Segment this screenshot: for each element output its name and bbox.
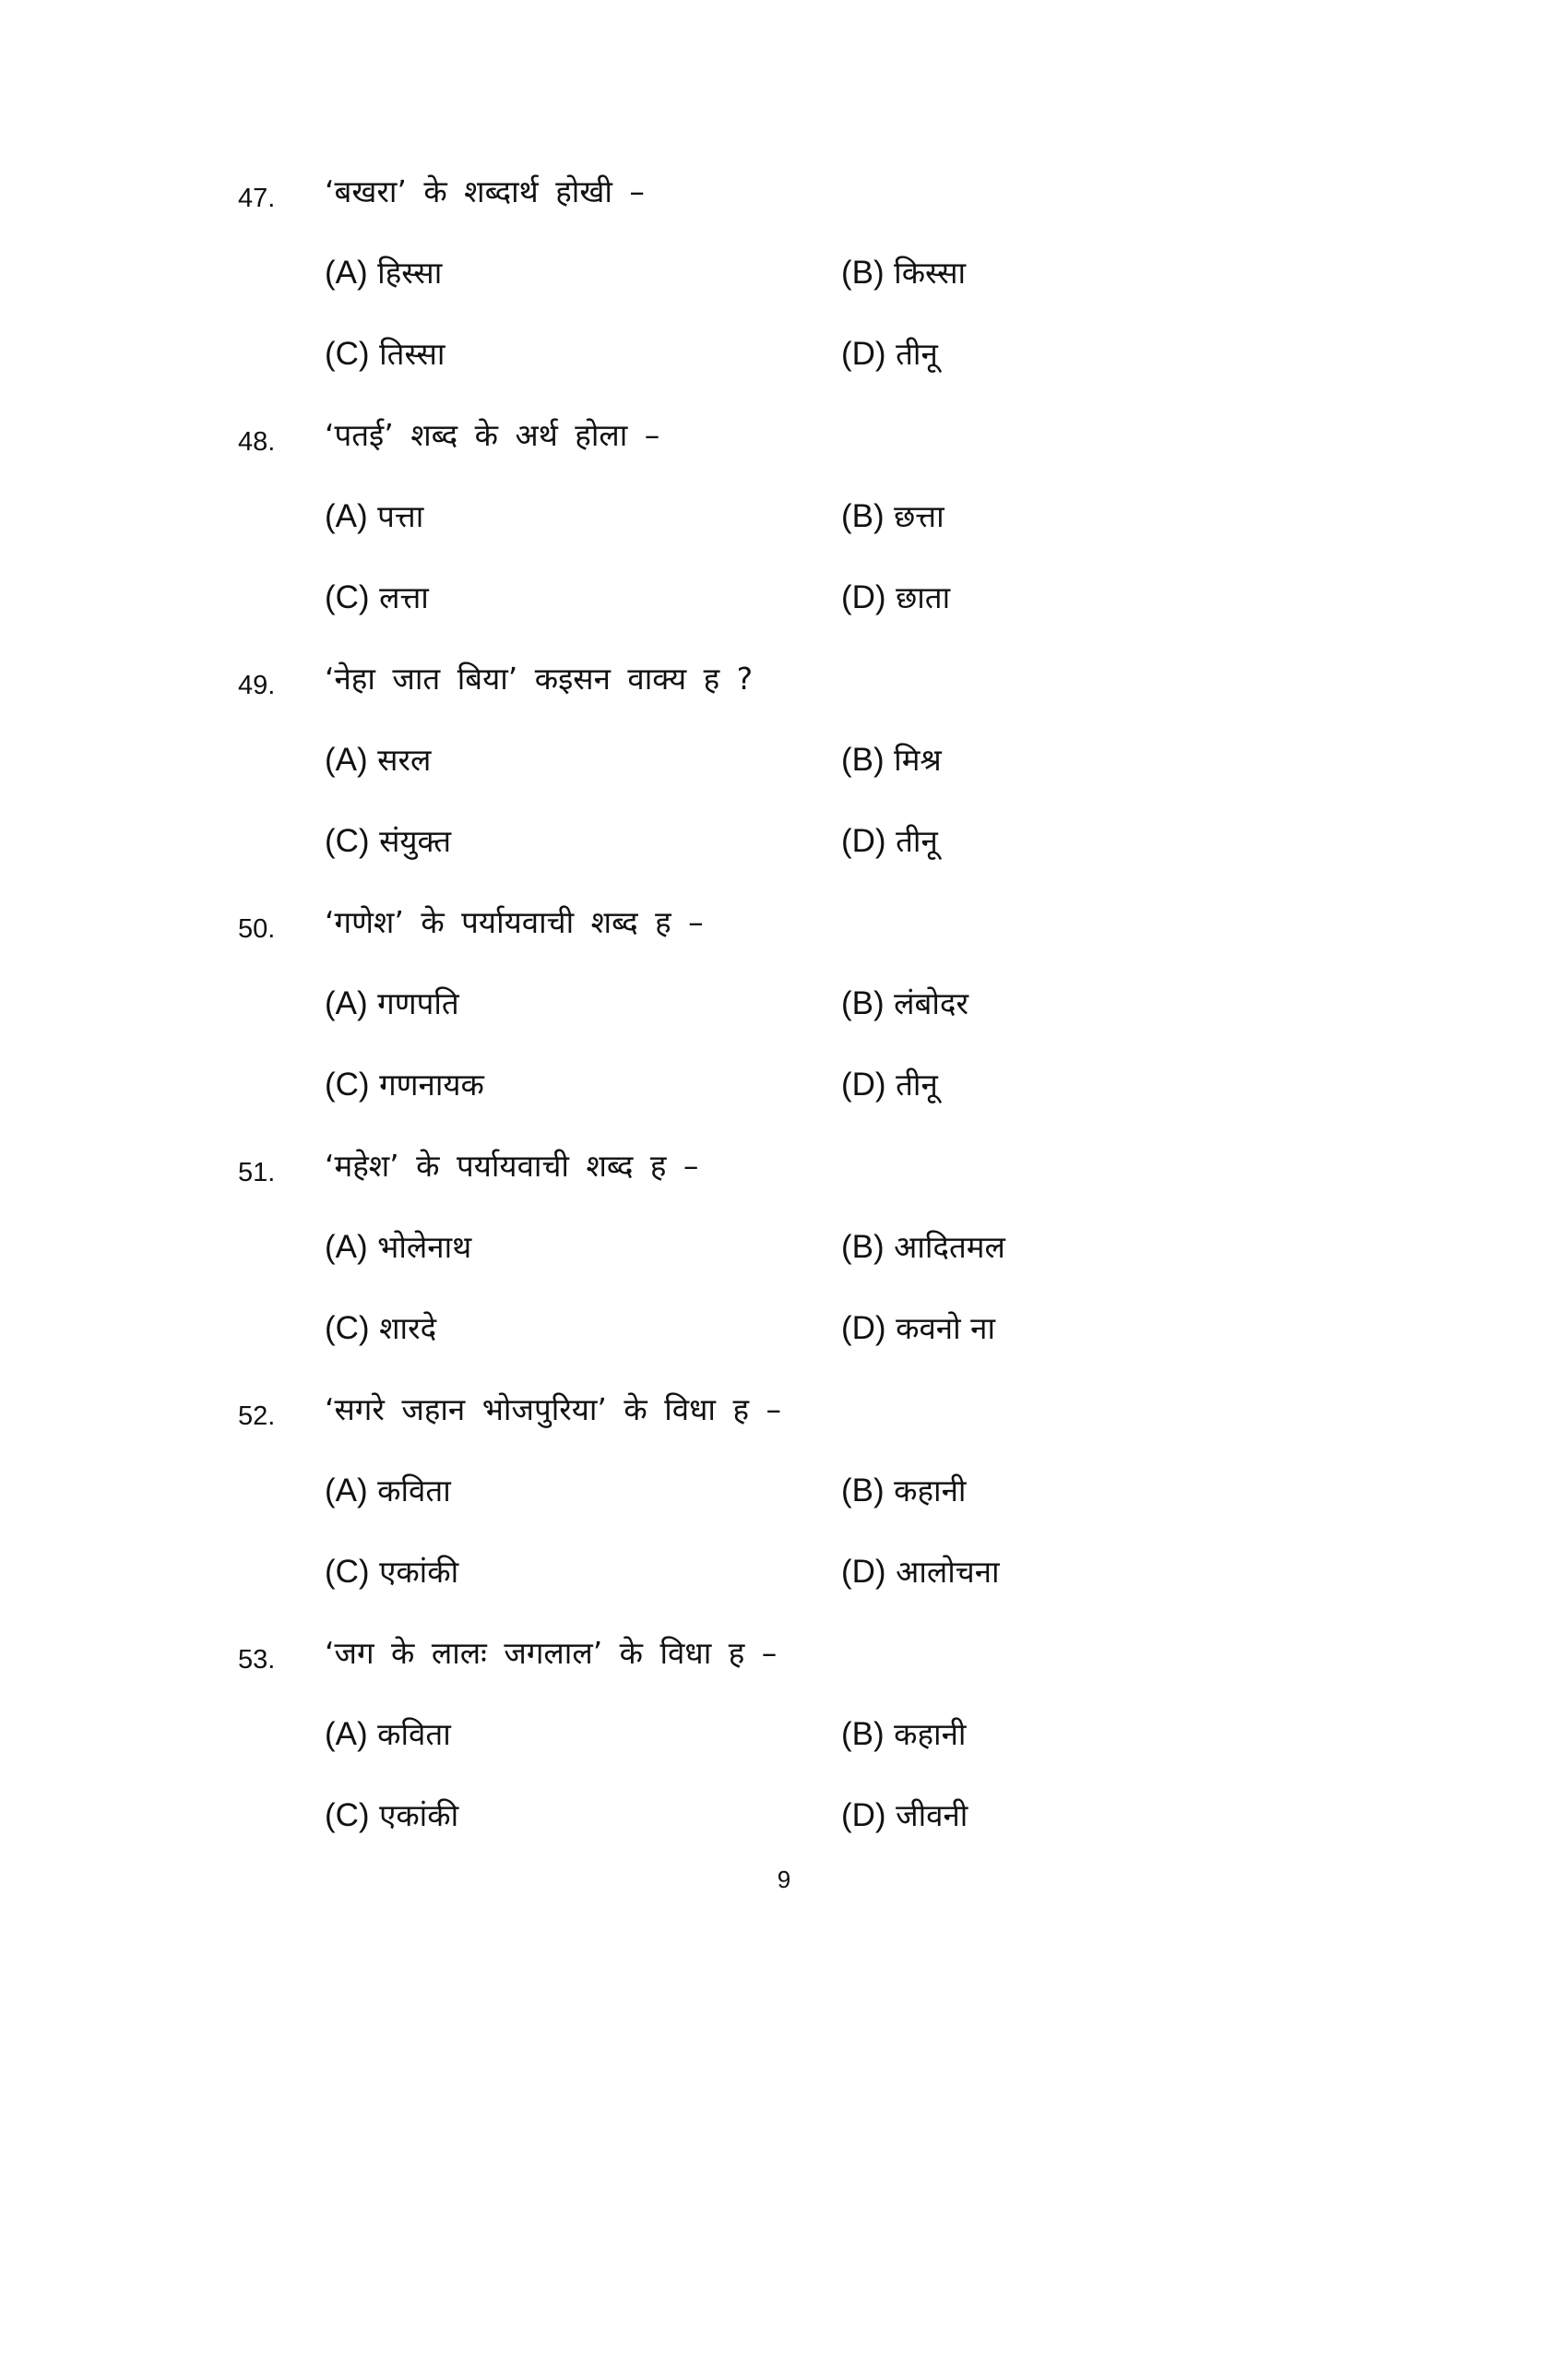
option-label: (D) — [841, 1067, 886, 1103]
option-label: (C) — [325, 1797, 370, 1833]
question-stem: ‘सगरे जहान भोजपुरिया’ के विधा ह – — [325, 1391, 781, 1427]
option-label: (A) — [325, 1473, 368, 1508]
option-a — [325, 983, 459, 1025]
option-text: गणपति — [377, 985, 459, 1021]
option-label: (A) — [325, 498, 368, 534]
option-text: छाता — [896, 579, 951, 615]
option-text: सरल — [377, 742, 432, 778]
question-number: 49. — [238, 671, 276, 700]
option-label: (A) — [325, 1229, 368, 1265]
option-text: कवनो ना — [896, 1310, 995, 1346]
option-label: (B) — [841, 498, 885, 534]
option-text: छत्ता — [894, 498, 944, 534]
question-number: 53. — [238, 1645, 276, 1675]
option-text: तीनू — [896, 336, 938, 372]
option-c — [325, 820, 451, 863]
option-b — [841, 983, 968, 1025]
option-c — [325, 577, 429, 619]
option-label: (B) — [841, 255, 885, 291]
option-text: भोलेनाथ — [377, 1229, 472, 1265]
question-stem: ‘महेश’ के पर्यायवाची शब्द ह – — [325, 1148, 699, 1184]
question-stem: ‘बखरा’ के शब्दार्थ होखी – — [325, 173, 645, 209]
option-c — [325, 1307, 436, 1350]
question-stem: ‘गणेश’ के पर्यायवाची शब्द ह – — [325, 904, 704, 940]
option-a — [325, 1470, 451, 1512]
option-a — [325, 252, 442, 294]
question-number: 51. — [238, 1158, 276, 1187]
option-text: कहानी — [894, 1716, 967, 1752]
option-text: कविता — [377, 1473, 451, 1508]
page-number: 9 — [777, 1866, 791, 1893]
option-b — [841, 252, 966, 294]
option-label: (B) — [841, 1716, 885, 1752]
option-label: (B) — [841, 1473, 885, 1508]
option-a — [325, 739, 431, 781]
option-text: मिश्र — [894, 742, 942, 778]
option-text: कहानी — [894, 1473, 967, 1508]
option-b — [841, 1470, 966, 1512]
option-a — [325, 1226, 471, 1269]
option-label: (A) — [325, 255, 368, 291]
option-label: (D) — [841, 579, 886, 615]
option-a — [325, 495, 423, 538]
option-text: तीनू — [896, 823, 938, 859]
option-text: हिस्सा — [377, 255, 443, 291]
option-text: एकांकी — [379, 1797, 459, 1833]
option-label: (A) — [325, 985, 368, 1021]
question-stem: ‘जग के लालः जगलाल’ के विधा ह – — [325, 1635, 778, 1671]
option-text: लत्ता — [379, 579, 429, 615]
option-d — [841, 333, 938, 376]
option-text: लंबोदर — [894, 985, 968, 1021]
option-text: किस्सा — [894, 255, 967, 291]
option-label: (B) — [841, 742, 885, 778]
option-text: आलोचना — [896, 1554, 1000, 1590]
option-b — [841, 1713, 966, 1756]
option-label: (C) — [325, 1310, 370, 1346]
option-text: शारदे — [379, 1310, 437, 1346]
option-b — [841, 739, 942, 781]
option-label: (B) — [841, 985, 885, 1021]
option-text: आदितमल — [894, 1229, 1005, 1265]
option-c — [325, 1551, 458, 1593]
option-text: जीवनी — [896, 1797, 968, 1833]
option-b — [841, 495, 944, 538]
option-text: पत्ता — [377, 498, 424, 534]
option-d — [841, 1795, 968, 1837]
question-number: 47. — [238, 184, 276, 213]
option-text: कविता — [377, 1716, 451, 1752]
question-53 — [0, 1632, 1568, 2361]
option-d — [841, 1064, 938, 1106]
option-text: गणनायक — [379, 1067, 484, 1103]
option-d — [841, 820, 938, 863]
option-c — [325, 1064, 484, 1106]
option-label: (D) — [841, 1310, 886, 1346]
option-b — [841, 1226, 1005, 1269]
option-label: (C) — [325, 1554, 370, 1590]
option-a — [325, 1713, 451, 1756]
option-c — [325, 333, 445, 376]
question-stem: ‘नेहा जात बिया’ कइसन वाक्य ह ? — [325, 661, 754, 697]
question-stem: ‘पतई’ शब्द के अर्थ होला – — [325, 417, 660, 453]
question-number: 50. — [238, 914, 276, 944]
option-label: (C) — [325, 336, 370, 372]
option-d — [841, 1551, 1000, 1593]
option-label: (D) — [841, 336, 886, 372]
option-text: तिस्सा — [379, 336, 445, 372]
option-label: (C) — [325, 823, 370, 859]
option-d — [841, 1307, 995, 1350]
question-number: 52. — [238, 1401, 276, 1431]
option-label: (C) — [325, 1067, 370, 1103]
option-label: (D) — [841, 1797, 886, 1833]
option-d — [841, 577, 950, 619]
option-label: (C) — [325, 579, 370, 615]
option-text: एकांकी — [379, 1554, 459, 1590]
question-number: 48. — [238, 427, 276, 457]
option-text: संयुक्त — [379, 823, 452, 859]
option-label: (B) — [841, 1229, 885, 1265]
option-label: (D) — [841, 1554, 886, 1590]
option-label: (D) — [841, 823, 886, 859]
option-text: तीनू — [896, 1067, 938, 1103]
option-label: (A) — [325, 1716, 368, 1752]
option-c — [325, 1795, 458, 1837]
option-label: (A) — [325, 742, 368, 778]
